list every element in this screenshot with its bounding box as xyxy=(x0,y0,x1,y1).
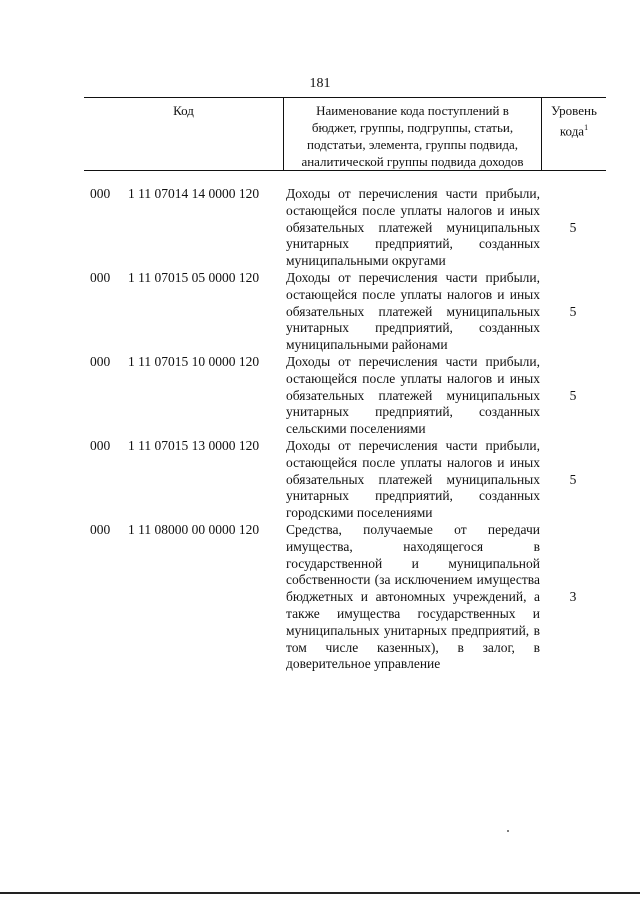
table-row xyxy=(84,270,606,354)
table-header xyxy=(84,97,606,171)
scan-edge-line xyxy=(0,892,640,894)
footnote-marker: 1 xyxy=(584,123,589,132)
row-prefix: 000 xyxy=(90,353,111,369)
header-level-line2 xyxy=(542,119,606,139)
row-level: 5 xyxy=(569,303,577,319)
row-prefix: 000 xyxy=(90,186,111,201)
row-prefix: 000 xyxy=(90,521,111,537)
row-name: Доходы от перечисления части прибыли, остающейся после уплаты налогов и иных обязательных платежей муниципальных унитарных предприятий, созданных сельскими поселениями xyxy=(286,353,540,437)
row-level: 5 xyxy=(569,387,577,403)
table-row xyxy=(84,354,606,438)
table-row xyxy=(84,522,606,673)
header-name-line: Наименование кода поступлений в xyxy=(316,103,509,118)
header-name-line: подстатьи, элемента, группы подвида, xyxy=(307,137,518,152)
row-name: Средства, получаемые от передачи имущества, находящегося в государственной и муниципальной собственности (за исключением имущества бюджетных и автономных учреждений, а также имущества государственных и муниципальных унитарных предприятий, в том числе казенных), в залог, в доверительное управление xyxy=(286,521,540,672)
row-code: 1 11 07015 10 0000 120 xyxy=(128,353,260,369)
header-level-line1: Уровень xyxy=(551,103,597,118)
row-code: 1 11 07014 14 0000 120 xyxy=(128,186,260,201)
scan-speck xyxy=(507,830,509,832)
header-name-line: аналитической группы подвида доходов xyxy=(301,154,524,169)
header-code: Код xyxy=(84,98,284,170)
table-row xyxy=(84,438,606,522)
row-level: 5 xyxy=(569,219,577,235)
header-level xyxy=(542,98,606,170)
row-prefix: 000 xyxy=(90,269,111,285)
row-code: 1 11 07015 13 0000 120 xyxy=(128,437,260,453)
row-name: Доходы от перечисления части прибыли, остающейся после уплаты налогов и иных обязательных платежей муниципальных унитарных предприятий, созданных муниципальными округами xyxy=(286,186,540,269)
row-level: 5 xyxy=(569,471,577,487)
row-prefix: 000 xyxy=(90,437,111,453)
header-name-line: бюджет, группы, подгруппы, статьи, xyxy=(311,120,514,135)
table-row xyxy=(84,186,606,270)
header-level-text: кода xyxy=(559,123,585,139)
row-name: Доходы от перечисления части прибыли, остающейся после уплаты налогов и иных обязательных платежей муниципальных унитарных предприятий, созданных муниципальными районами xyxy=(286,269,540,353)
row-name: Доходы от перечисления части прибыли, остающейся после уплаты налогов и иных обязательных платежей муниципальных унитарных предприятий, созданных городскими поселениями xyxy=(286,437,540,521)
row-code: 1 11 07015 05 0000 120 xyxy=(128,269,260,285)
table-body xyxy=(84,186,606,673)
page-number: 181 xyxy=(309,76,331,91)
row-code: 1 11 08000 00 0000 120 xyxy=(128,521,260,537)
row-level: 3 xyxy=(569,589,577,605)
header-name xyxy=(284,98,542,170)
